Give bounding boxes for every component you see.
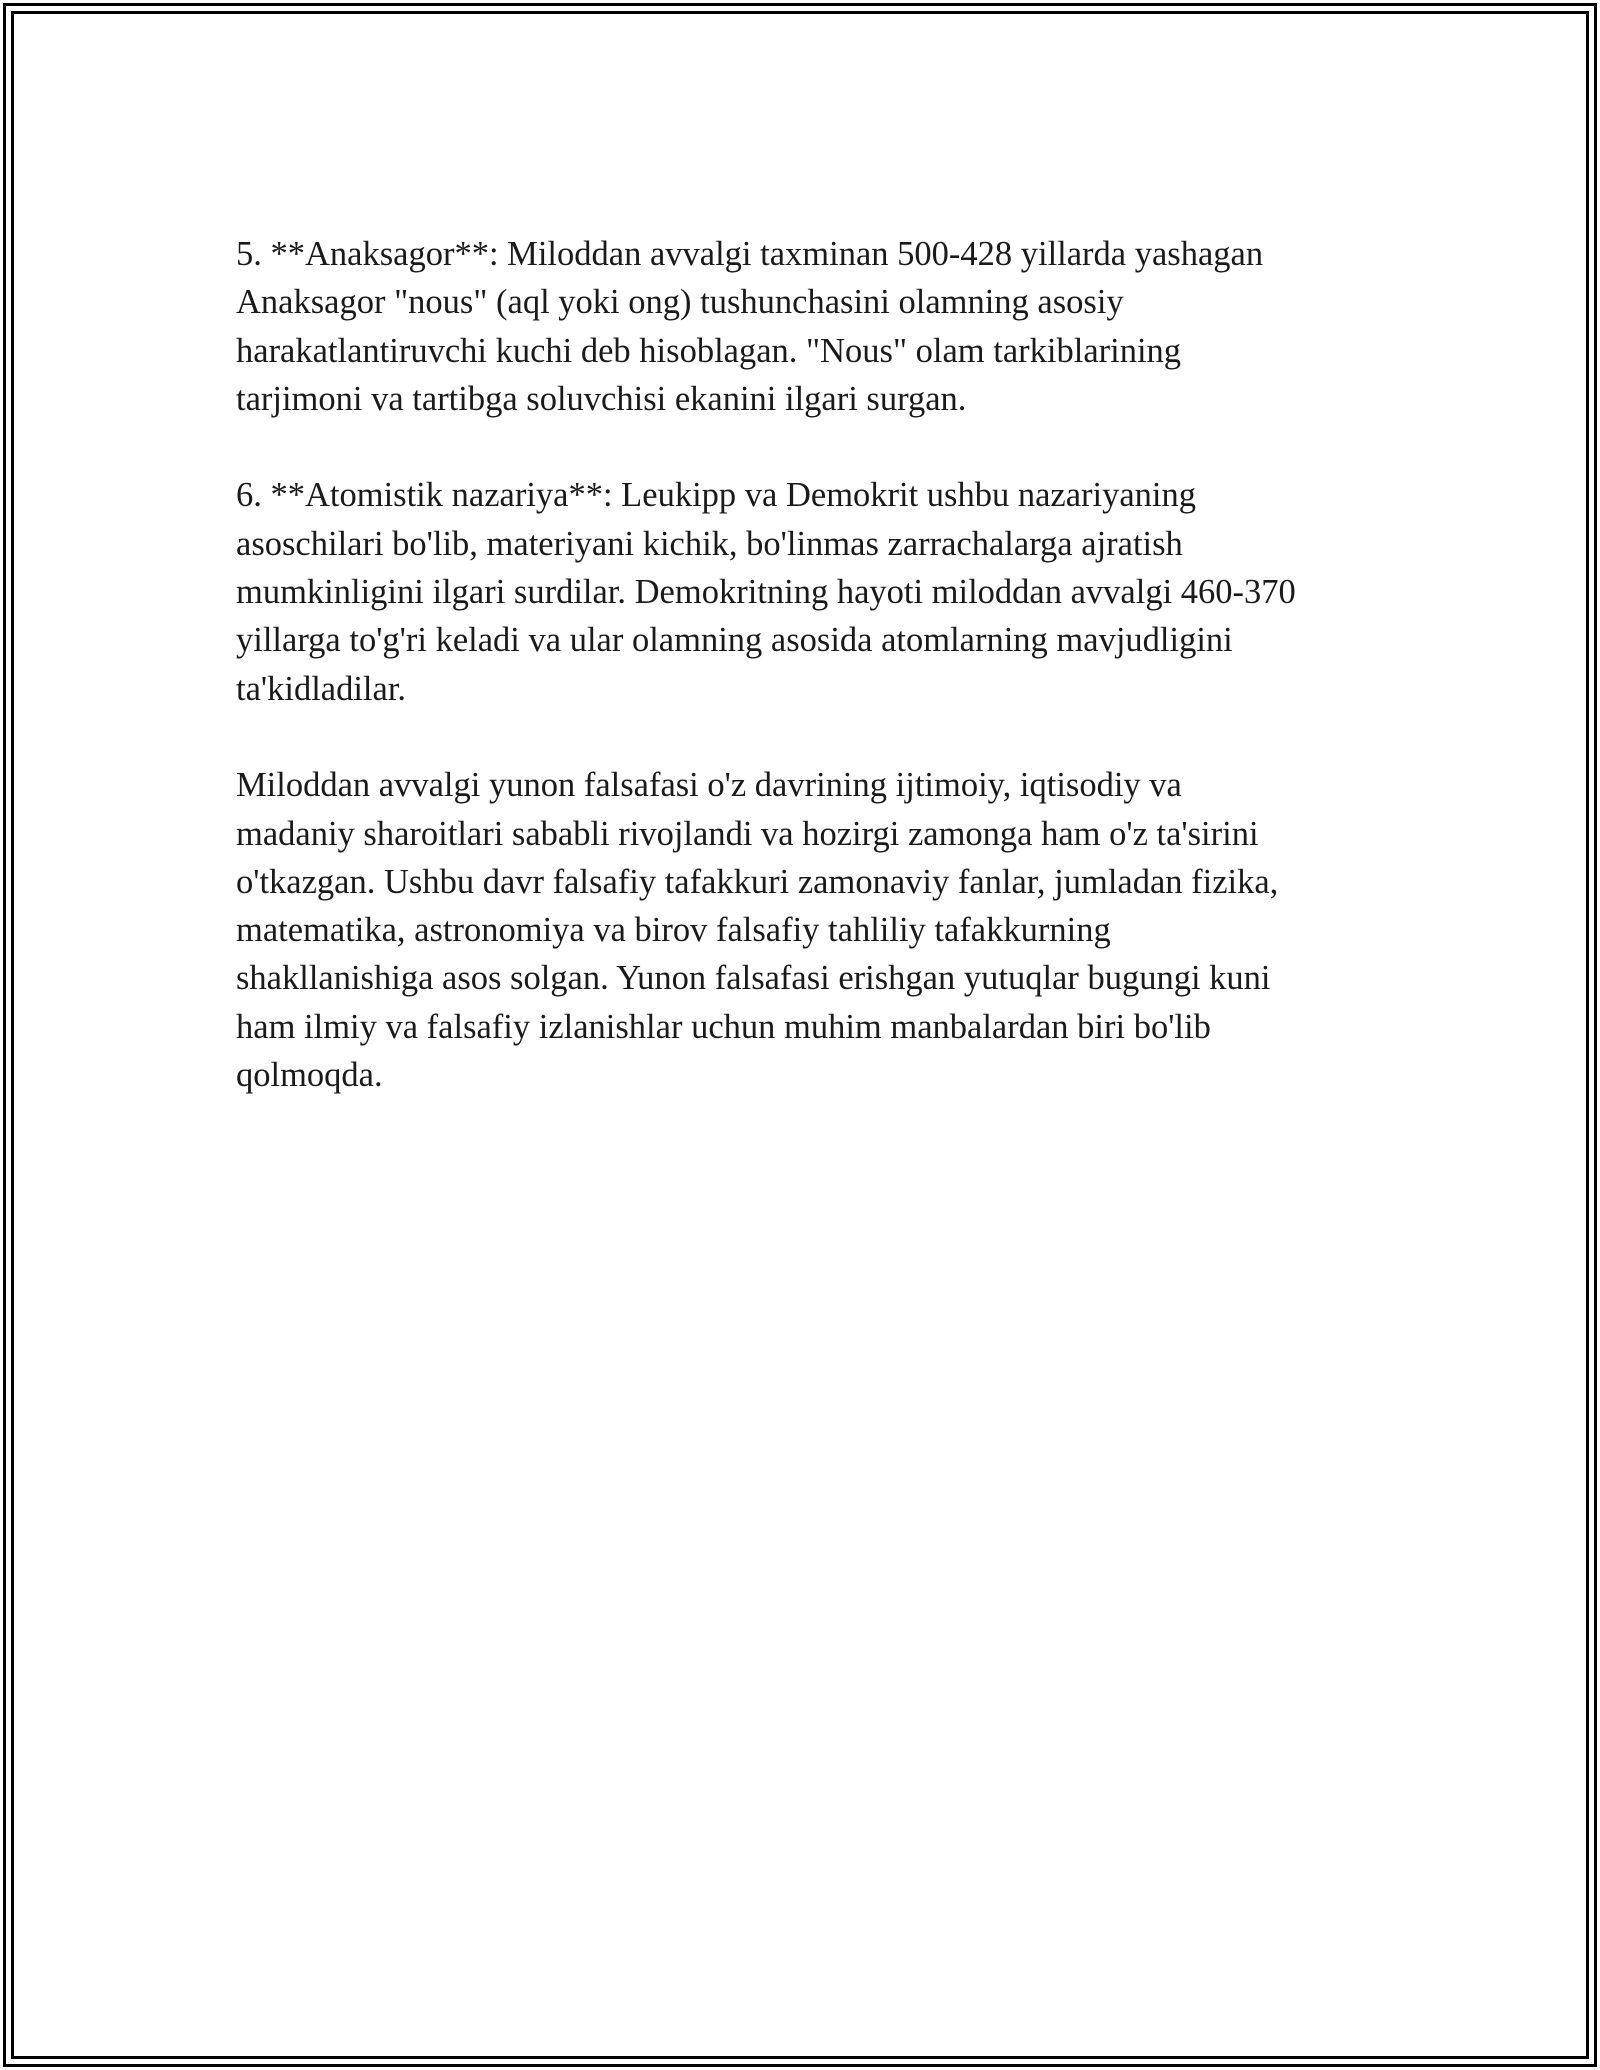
document-body [236, 230, 1386, 1148]
paragraph-atomistik-nazariya: 6. **Atomistik nazariya**: Leukipp va Demokrit ushbu nazariyaning asoschilari bo'lib, materiyani kichik, bo'linmas zarrachalarga ajratish mumkinligini ilgari surdilar. Demokritning hayoti miloddan avvalgi 460-370 yillarga to'g'ri keladi va ular olamning asosida atomlarning mavjudligini ta'kidladilar. [236, 476, 1296, 708]
paragraph-anaksagor: 5. **Anaksagor**: Miloddan avvalgi taxminan 500-428 yillarda yashagan Anaksagor "nous" (aql yoki ong) tushunchasini olamning asosiy harakatlantiruvchi kuchi deb hisoblagan. "Nous" olam tarkiblarining tarjimoni va tartibga soluvchisi ekanini ilgari surgan. [236, 235, 1264, 418]
paragraph-conclusion: Miloddan avvalgi yunon falsafasi o'z davrining ijtimoiy, iqtisodiy va madaniy sharoitlari sababli rivojlandi va hozirgi zamonga ham o'z ta'sirini o'tkazgan. Ushbu davr falsafiy tafakkuri zamonaviy fanlar, jumladan fizika, matematika, astronomiya va birov falsafiy tahliliy tafakkurning shakllanishiga asos solgan. Yunon falsafasi erishgan yutuqlar bugungi kuni ham ilmiy va falsafiy izlanishlar uchun muhim manbalardan biri bo'lib qolmoqda. [236, 766, 1279, 1095]
